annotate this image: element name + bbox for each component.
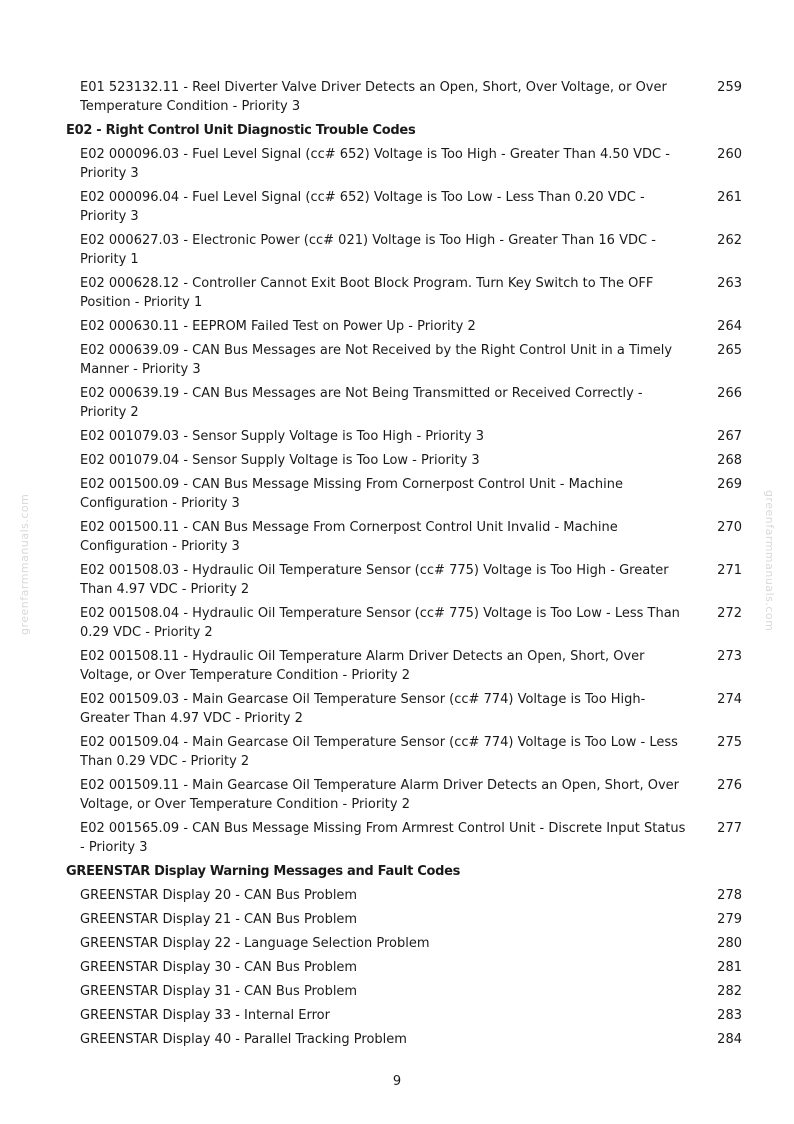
toc-entry-title: GREENSTAR Display 22 - Language Selection Problem [80, 936, 430, 951]
toc-entry[interactable] [66, 647, 746, 685]
toc-entry-title: E02 001508.11 - Hydraulic Oil Temperature Alarm Driver Detects an Open, Short, Over Voltage, or Over Temperature Condition - Priority 2 [80, 649, 645, 683]
toc-entry-page: 274 [717, 692, 742, 707]
toc-entry[interactable] [66, 274, 746, 312]
toc-entry[interactable] [66, 475, 746, 513]
toc-entry-title: E02 001509.04 - Main Gearcase Oil Temperature Sensor (cc# 774) Voltage is Too Low - Less Than 0.29 VDC - Priority 2 [80, 735, 678, 769]
toc-entry[interactable] [66, 384, 746, 422]
watermark-left: greenfarmmanuals.com [18, 493, 31, 635]
toc-entry-page: 268 [717, 453, 742, 468]
toc-entry-page: 266 [717, 386, 742, 401]
toc-entry-page: 283 [717, 1008, 742, 1023]
toc-entry-title: E02 000627.03 - Electronic Power (cc# 021) Voltage is Too High - Greater Than 16 VDC - Priority 1 [80, 233, 656, 267]
toc-entry-page: 277 [717, 821, 742, 836]
toc-entry-title: E02 001500.09 - CAN Bus Message Missing From Cornerpost Control Unit - Machine Configuration - Priority 3 [80, 477, 623, 511]
toc-entry-title: GREENSTAR Display 31 - CAN Bus Problem [80, 984, 358, 999]
toc-entry-title: GREENSTAR Display 33 - Internal Error [80, 1008, 330, 1023]
toc-entry-title: GREENSTAR Display 40 - Parallel Tracking Problem [80, 1032, 407, 1047]
toc-entry-title: E02 001508.03 - Hydraulic Oil Temperature Sensor (cc# 775) Voltage is Too High - Greater Than 4.97 VDC - Priority 2 [80, 563, 669, 597]
toc-entry[interactable] [66, 776, 746, 814]
toc-entry-page: 261 [717, 190, 742, 205]
toc-entry-title: E02 001500.11 - CAN Bus Message From Cornerpost Control Unit Invalid - Machine Configuration - Priority 3 [80, 520, 618, 554]
toc-entry[interactable] [66, 78, 746, 116]
toc-entry-page: 264 [717, 319, 742, 334]
toc-entry[interactable] [66, 886, 746, 905]
toc-entry-title: E02 000096.04 - Fuel Level Signal (cc# 652) Voltage is Too Low - Less Than 0.20 VDC - Priority 3 [80, 190, 645, 224]
toc-entry-page: 276 [717, 778, 742, 793]
toc-entry-title: E02 000628.12 - Controller Cannot Exit Boot Block Program. Turn Key Switch to The OFF Position - Priority 1 [80, 276, 654, 310]
toc-entry-page: 263 [717, 276, 742, 291]
toc-entry-title: E02 001079.03 - Sensor Supply Voltage is Too High - Priority 3 [80, 429, 484, 444]
toc-entry[interactable] [66, 317, 746, 336]
toc-entry[interactable] [66, 561, 746, 599]
toc-entry-page: 269 [717, 477, 742, 492]
toc-entry[interactable] [66, 451, 746, 470]
toc-entry[interactable] [66, 518, 746, 556]
toc-entry-title: E02 001079.04 - Sensor Supply Voltage is Too Low - Priority 3 [80, 453, 480, 468]
table-of-contents [66, 78, 746, 1054]
toc-entry-title: E02 001509.11 - Main Gearcase Oil Temperature Alarm Driver Detects an Open, Short, Over Voltage, or Over Temperature Condition - Priority 2 [80, 778, 680, 812]
toc-entry-page: 260 [717, 147, 742, 162]
watermark-right: greenfarmmanuals.com [763, 490, 776, 632]
toc-section-heading: E02 - Right Control Unit Diagnostic Trouble Codes [66, 123, 416, 138]
toc-entry-title: E02 000096.03 - Fuel Level Signal (cc# 652) Voltage is Too High - Greater Than 4.50 VDC - Priority 3 [80, 147, 670, 181]
toc-entry[interactable] [66, 145, 746, 183]
toc-entry[interactable] [66, 341, 746, 379]
toc-entry-page: 262 [717, 233, 742, 248]
toc-entry-title: E02 001565.09 - CAN Bus Message Missing From Armrest Control Unit - Discrete Input Status - Priority 3 [80, 821, 686, 855]
toc-entry[interactable] [66, 690, 746, 728]
toc-entry-page: 284 [717, 1032, 742, 1047]
toc-entry-page: 271 [717, 563, 742, 578]
toc-entry-page: 267 [717, 429, 742, 444]
toc-entry-title: E02 000630.11 - EEPROM Failed Test on Power Up - Priority 2 [80, 319, 476, 334]
page-number: 9 [392, 1074, 402, 1089]
toc-entry[interactable] [66, 427, 746, 446]
toc-entry-title: E02 001509.03 - Main Gearcase Oil Temperature Sensor (cc# 774) Voltage is Too High-Greater Than 4.97 VDC - Priority 2 [80, 692, 646, 726]
toc-entry[interactable] [66, 958, 746, 977]
toc-entry[interactable] [66, 231, 746, 269]
toc-entry-title: E02 000639.19 - CAN Bus Messages are Not Being Transmitted or Received Correctly - Priority 2 [80, 386, 643, 420]
toc-entry-page: 282 [717, 984, 742, 999]
toc-entry[interactable] [66, 910, 746, 929]
toc-entry-title: GREENSTAR Display 21 - CAN Bus Problem [80, 912, 358, 927]
toc-entry-title: E02 000639.09 - CAN Bus Messages are Not Received by the Right Control Unit in a Timely Manner - Priority 3 [80, 343, 673, 377]
toc-entry-page: 265 [717, 343, 742, 358]
toc-entry-title: E02 001508.04 - Hydraulic Oil Temperature Sensor (cc# 775) Voltage is Too Low - Less Than 0.29 VDC - Priority 2 [80, 606, 680, 640]
toc-entry-page: 272 [717, 606, 742, 621]
toc-entry-title: E01 523132.11 - Reel Diverter Valve Driver Detects an Open, Short, Over Voltage, or Over Temperature Condition - Priority 3 [80, 80, 667, 114]
toc-entry-page: 275 [717, 735, 742, 750]
toc-entry-page: 281 [717, 960, 742, 975]
toc-entry-page: 279 [717, 912, 742, 927]
toc-entry[interactable] [66, 982, 746, 1001]
toc-entry-page: 273 [717, 649, 742, 664]
toc-entry[interactable] [66, 1006, 746, 1025]
toc-entry-page: 278 [717, 888, 742, 903]
toc-entry-page: 259 [717, 80, 742, 95]
toc-entry[interactable] [66, 733, 746, 771]
toc-entry[interactable] [66, 819, 746, 857]
toc-entry[interactable] [66, 1030, 746, 1049]
toc-entry[interactable] [66, 604, 746, 642]
toc-entry-title: GREENSTAR Display 30 - CAN Bus Problem [80, 960, 358, 975]
toc-entry[interactable] [66, 188, 746, 226]
toc-entry-page: 270 [717, 520, 742, 535]
toc-entry-title: GREENSTAR Display 20 - CAN Bus Problem [80, 888, 358, 903]
toc-entry-page: 280 [717, 936, 742, 951]
toc-entry[interactable] [66, 934, 746, 953]
toc-section-heading: GREENSTAR Display Warning Messages and Fault Codes [66, 864, 461, 879]
